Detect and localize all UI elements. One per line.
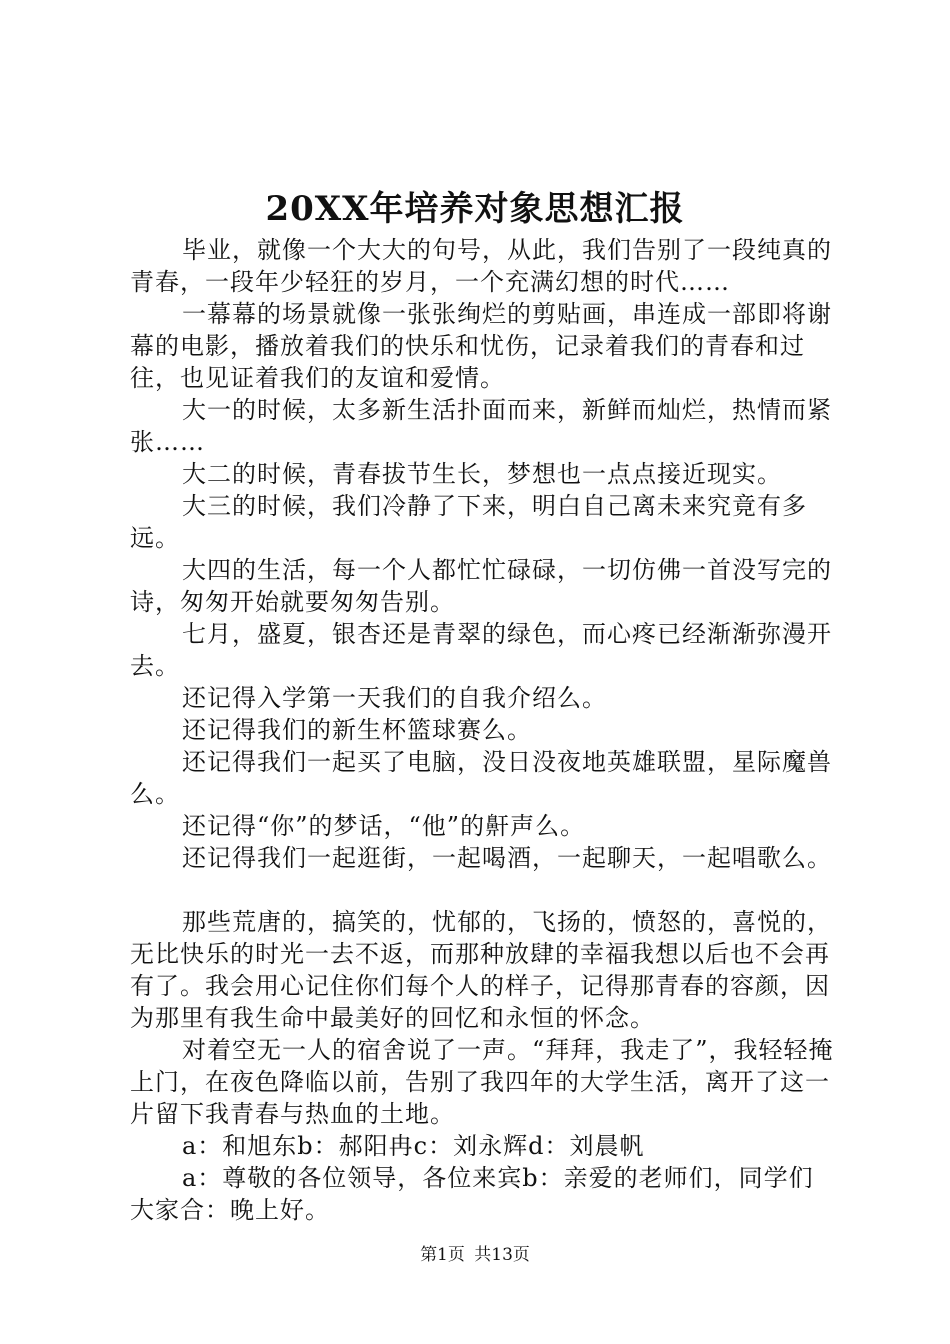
paragraph: 大二的时候，青春拔节生长，梦想也一点点接近现实。 [182, 460, 782, 488]
paragraph: 还记得“你”的梦话，“他”的鼾声么。 [182, 812, 586, 840]
document-title: 20XX年培养对象思想汇报 [265, 189, 685, 229]
paragraph: 大一的时候，太多新生活扑面而来，新鲜而灿烂，热情而紧张…… [130, 396, 832, 456]
paragraph: 大四的生活，每一个人都忙忙碌碌，一切仿佛一首没写完的诗，匆匆开始就要匆匆告别。 [130, 556, 832, 616]
document-body [130, 234, 835, 1226]
paragraph: 一幕幕的场景就像一张张绚烂的剪贴画，串连成一部即将谢幕的电影，播放着我们的快乐和忧伤，记录着我们的青春和过往，也见证着我们的友谊和爱情。 [130, 300, 832, 392]
page-number: 第1页 [420, 1245, 465, 1265]
paragraph-gap [130, 874, 835, 906]
paragraph: a：和旭东b：郝阳冉c：刘永辉d：刘晨帆 [182, 1132, 645, 1160]
page-total: 共13页 [474, 1245, 530, 1265]
paragraph: 对着空无一人的宿舍说了一声。“拜拜，我走了”，我轻轻掩上门，在夜色降临以前，告别了我四年的大学生活，离开了这一片留下我青春与热血的土地。 [130, 1036, 834, 1128]
paragraph: 还记得我们一起逛街，一起喝酒，一起聊天，一起唱歌么。 [182, 844, 832, 872]
paragraph: a：尊敬的各位领导，各位来宾b：亲爱的老师们，同学们大家合：晚上好。 [130, 1164, 814, 1224]
paragraph: 大三的时候，我们冷静了下来，明白自己离未来究竟有多远。 [130, 492, 807, 552]
paragraph: 七月，盛夏，银杏还是青翠的绿色，而心疼已经渐渐弥漫开去。 [130, 620, 832, 680]
page-footer [0, 1243, 950, 1267]
paragraph: 还记得入学第一天我们的自我介绍么。 [182, 684, 607, 712]
paragraph: 毕业，就像一个大大的句号，从此，我们告别了一段纯真的青春，一段年少轻狂的岁月，一个充满幻想的时代…… [130, 236, 832, 296]
paragraph: 还记得我们一起买了电脑，没日没夜地英雄联盟，星际魔兽么。 [130, 748, 832, 808]
paragraph: 那些荒唐的，搞笑的，忧郁的，飞扬的，愤怒的，喜悦的，无比快乐的时光一去不返，而那种放肆的幸福我想以后也不会再有了。我会用心记住你们每个人的样子，记得那青春的容颜，因为那里有我生命中最美好的回忆和永恒的怀念。 [130, 908, 832, 1032]
paragraph: 还记得我们的新生杯篮球赛么。 [182, 716, 532, 744]
